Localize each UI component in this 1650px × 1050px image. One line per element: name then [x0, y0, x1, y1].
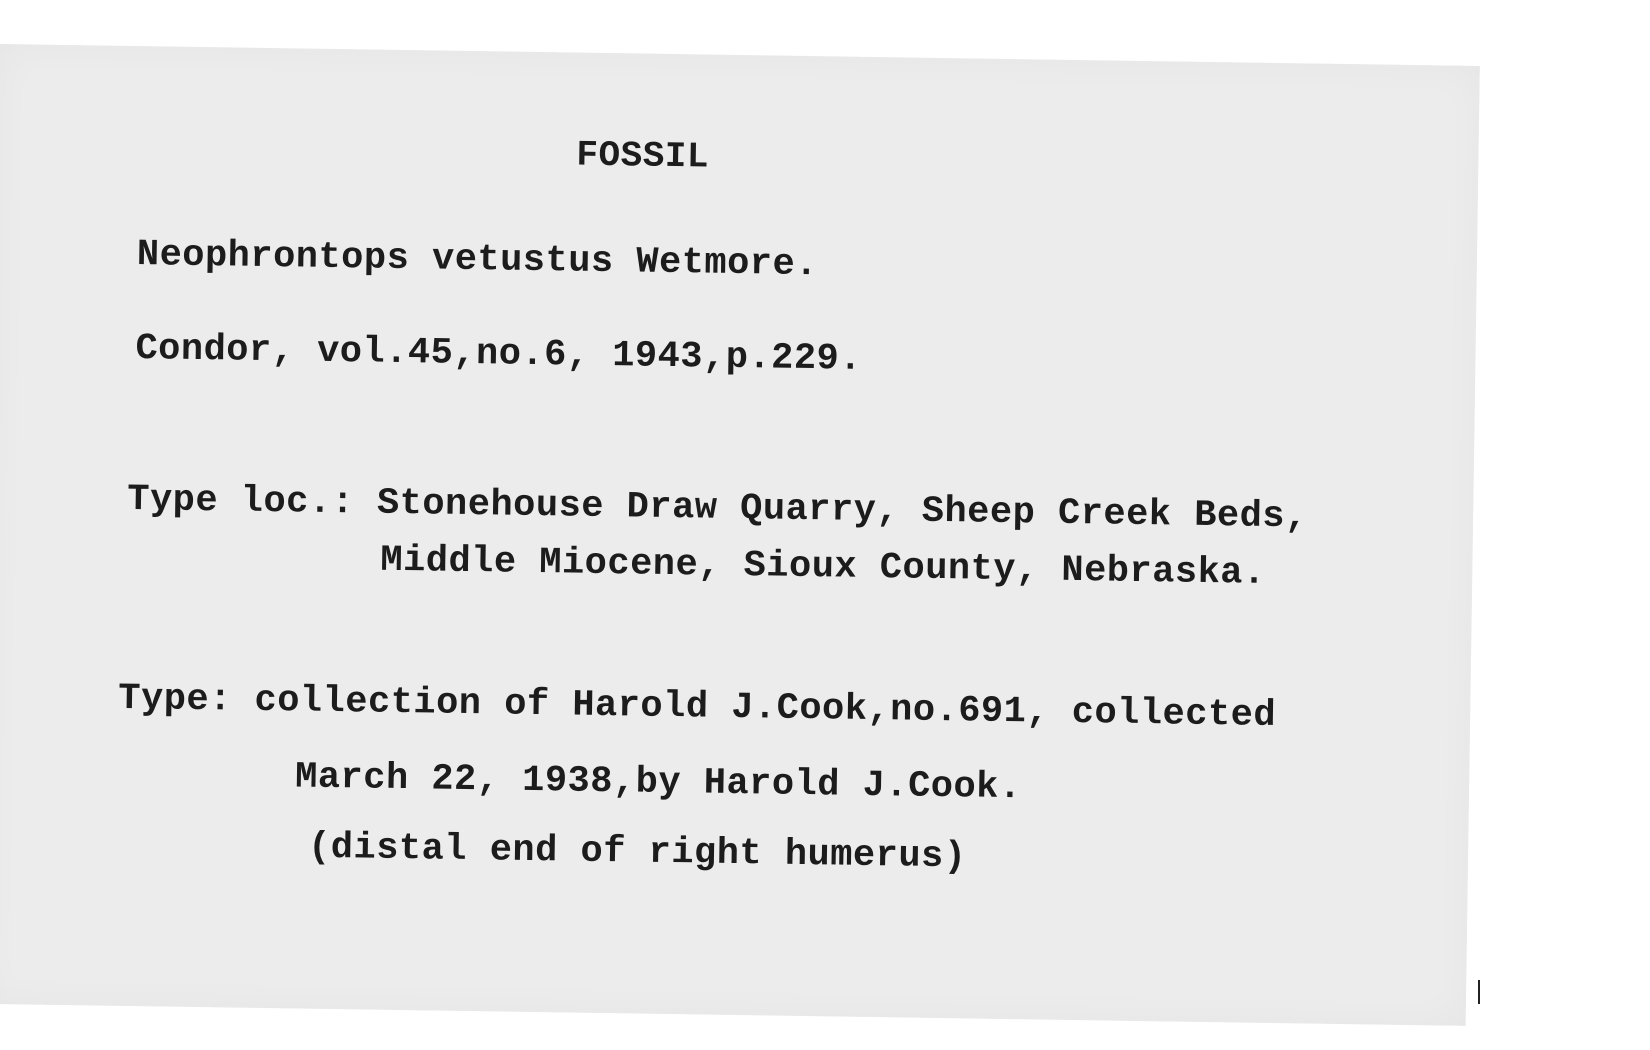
card-heading: FOSSIL [576, 134, 710, 178]
publication-citation: Condor, vol.45,no.6, 1943,p.229. [135, 328, 863, 381]
type-specimen-line-2: March 22, 1938,by Harold J.Cook. [294, 756, 1022, 810]
specimen-card [0, 44, 1480, 1026]
type-specimen-line-3: (distal end of right humerus) [307, 826, 967, 879]
type-specimen-line-1: Type: collection of Harold J.Cook,no.691, collected [117, 677, 1277, 738]
scan-edge-mark [1478, 980, 1480, 1004]
species-name: Neophrontops vetustus Wetmore. [136, 234, 819, 287]
type-locality-line-2: Middle Miocene, Sioux County, Nebraska. [380, 539, 1267, 595]
type-locality-line-1: Type loc.: Stonehouse Draw Quarry, Sheep Creek Beds, [126, 478, 1309, 539]
